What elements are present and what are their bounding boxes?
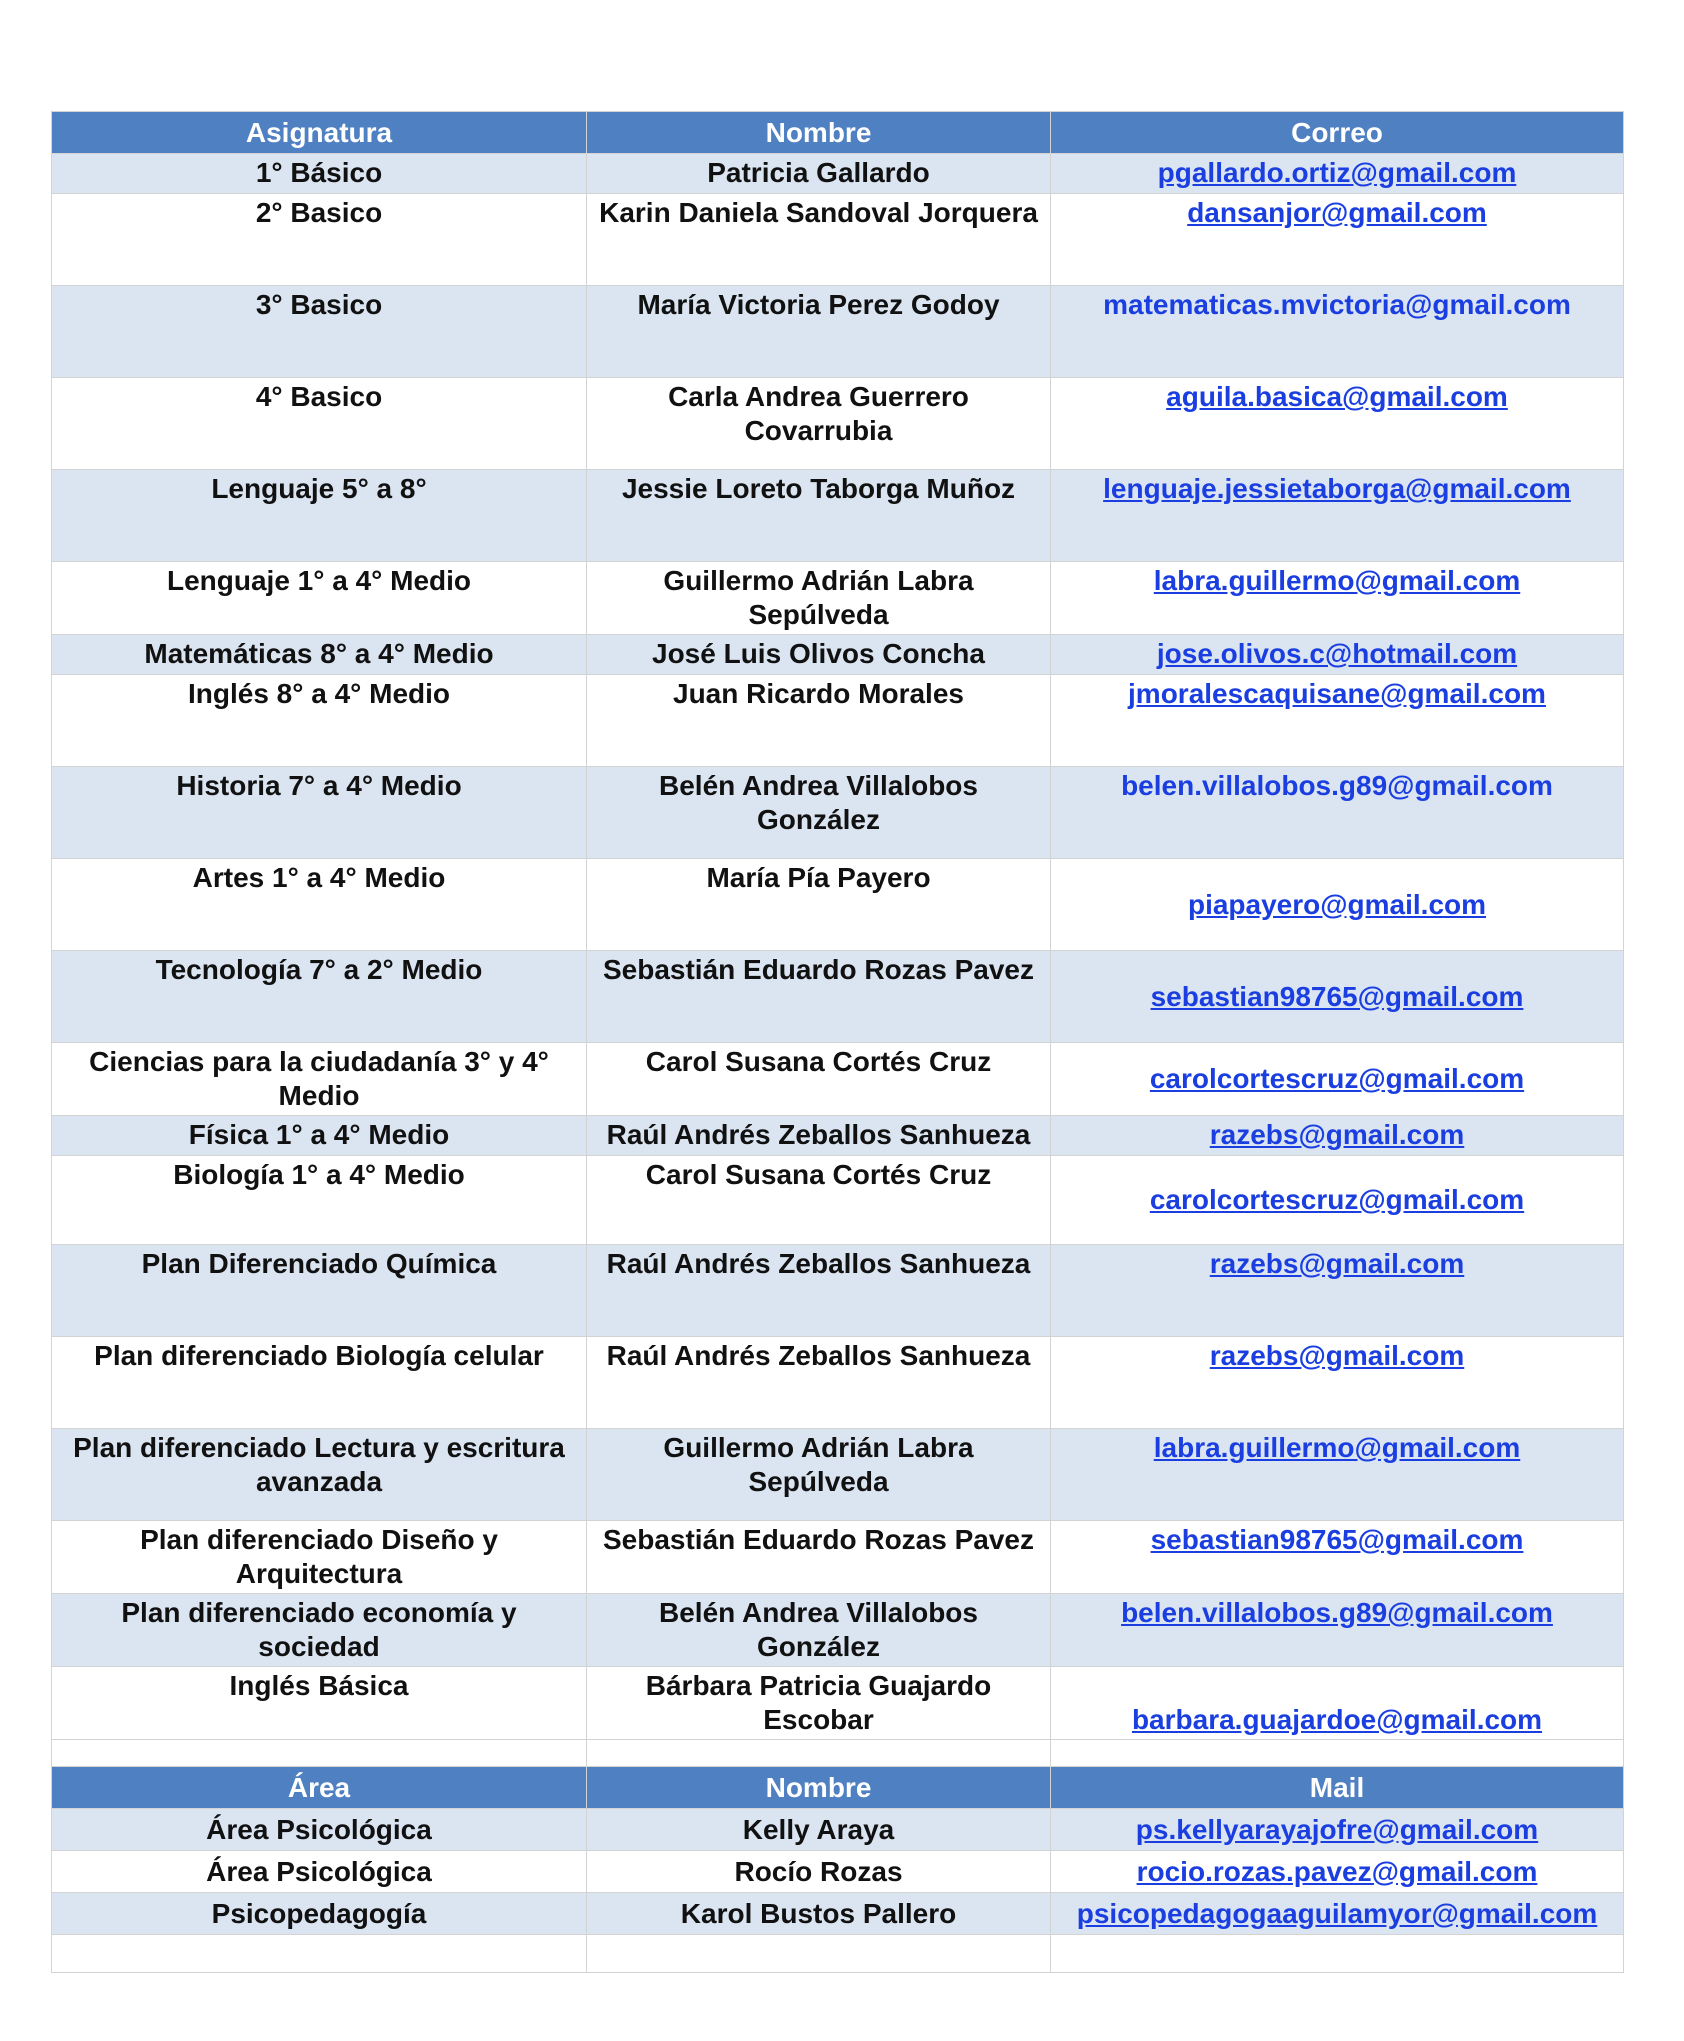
- area-cell: Psicopedagogía: [52, 1893, 587, 1935]
- name-cell: Raúl Andrés Zeballos Sanhueza: [587, 1245, 1051, 1337]
- name-cell: Carol Susana Cortés Cruz: [587, 1156, 1051, 1245]
- subject-cell: Inglés Básica: [52, 1667, 587, 1740]
- col-header-correo: Correo: [1051, 112, 1624, 154]
- subject-cell: Ciencias para la ciudadanía 3° y 4° Medio: [52, 1043, 587, 1116]
- name-cell: Karin Daniela Sandoval Jorquera: [587, 194, 1051, 286]
- name-cell: Jessie Loreto Taborga Muñoz: [587, 470, 1051, 562]
- name-cell: Sebastián Eduardo Rozas Pavez: [587, 1521, 1051, 1594]
- table-row: [52, 1245, 1624, 1337]
- email-link[interactable]: barbara.guajardoe@gmail.com: [1051, 1667, 1624, 1740]
- name-cell: José Luis Olivos Concha: [587, 635, 1051, 675]
- email-link[interactable]: belen.villalobos.g89@gmail.com: [1051, 1594, 1624, 1667]
- table-row: [52, 1521, 1624, 1594]
- table-row: [52, 1667, 1624, 1740]
- name-cell: Guillermo Adrián Labra Sepúlveda: [587, 562, 1051, 635]
- email-link[interactable]: razebs@gmail.com: [1051, 1337, 1624, 1429]
- header-row: [52, 1767, 1624, 1809]
- email-link[interactable]: labra.guillermo@gmail.com: [1051, 562, 1624, 635]
- email-link[interactable]: razebs@gmail.com: [1051, 1245, 1624, 1337]
- email-link[interactable]: psicopedagogaaguilamyor@gmail.com: [1051, 1893, 1624, 1935]
- teachers-table: [51, 111, 1624, 1782]
- subject-cell: Inglés 8° a 4° Medio: [52, 675, 587, 767]
- email-link[interactable]: rocio.rozas.pavez@gmail.com: [1051, 1851, 1624, 1893]
- table-row: [52, 635, 1624, 675]
- email-link[interactable]: dansanjor@gmail.com: [1051, 194, 1624, 286]
- email-link[interactable]: carolcortescruz@gmail.com: [1051, 1156, 1624, 1245]
- area-cell: Área Psicológica: [52, 1851, 587, 1893]
- table-row: [52, 1116, 1624, 1156]
- table-row: [52, 1594, 1624, 1667]
- subject-cell: Matemáticas 8° a 4° Medio: [52, 635, 587, 675]
- table-row: [52, 1851, 1624, 1893]
- table-row: [52, 767, 1624, 859]
- subject-cell: Plan diferenciado Diseño y Arquitectura: [52, 1521, 587, 1594]
- email-link[interactable]: sebastian98765@gmail.com: [1051, 1521, 1624, 1594]
- subject-cell: 2° Basico: [52, 194, 587, 286]
- subject-cell: 4° Basico: [52, 378, 587, 470]
- table-row: [52, 1043, 1624, 1116]
- subject-cell: Biología 1° a 4° Medio: [52, 1156, 587, 1245]
- table-row: [52, 1429, 1624, 1521]
- subject-cell: Lenguaje 1° a 4° Medio: [52, 562, 587, 635]
- table-row: [52, 378, 1624, 470]
- name-cell: Carla Andrea Guerrero Covarrubia: [587, 378, 1051, 470]
- area-cell: Área Psicológica: [52, 1809, 587, 1851]
- email-link[interactable]: jmoralescaquisane@gmail.com: [1051, 675, 1624, 767]
- email-link[interactable]: matematicas.mvictoria@gmail.com: [1051, 286, 1624, 378]
- email-link[interactable]: lenguaje.jessietaborga@gmail.com: [1051, 470, 1624, 562]
- name-cell: Kelly Araya: [587, 1809, 1051, 1851]
- subject-cell: Artes 1° a 4° Medio: [52, 859, 587, 951]
- table-row: [52, 859, 1624, 951]
- email-link[interactable]: razebs@gmail.com: [1051, 1116, 1624, 1156]
- col-header-nombre: Nombre: [587, 1767, 1051, 1809]
- email-link[interactable]: jose.olivos.c@hotmail.com: [1051, 635, 1624, 675]
- name-cell: Bárbara Patricia Guajardo Escobar: [587, 1667, 1051, 1740]
- name-cell: Raúl Andrés Zeballos Sanhueza: [587, 1337, 1051, 1429]
- subject-cell: 3° Basico: [52, 286, 587, 378]
- col-header-nombre: Nombre: [587, 112, 1051, 154]
- name-cell: Sebastián Eduardo Rozas Pavez: [587, 951, 1051, 1043]
- email-link[interactable]: piapayero@gmail.com: [1051, 859, 1624, 951]
- subject-cell: Tecnología 7° a 2° Medio: [52, 951, 587, 1043]
- subject-cell: Plan diferenciado Lectura y escritura avanzada: [52, 1429, 587, 1521]
- subject-cell: Plan Diferenciado Química: [52, 1245, 587, 1337]
- email-link[interactable]: sebastian98765@gmail.com: [1051, 951, 1624, 1043]
- name-cell: Patricia Gallardo: [587, 154, 1051, 194]
- table-row: [52, 1337, 1624, 1429]
- table-row: [52, 470, 1624, 562]
- email-link[interactable]: carolcortescruz@gmail.com: [1051, 1043, 1624, 1116]
- name-cell: Juan Ricardo Morales: [587, 675, 1051, 767]
- name-cell: Guillermo Adrián Labra Sepúlveda: [587, 1429, 1051, 1521]
- email-link[interactable]: aguila.basica@gmail.com: [1051, 378, 1624, 470]
- name-cell: María Victoria Perez Godoy: [587, 286, 1051, 378]
- name-cell: Karol Bustos Pallero: [587, 1893, 1051, 1935]
- table-row: [52, 1893, 1624, 1935]
- table-row: [52, 675, 1624, 767]
- table-row: [52, 1156, 1624, 1245]
- subject-cell: Lenguaje 5° a 8°: [52, 470, 587, 562]
- subject-cell: Física 1° a 4° Medio: [52, 1116, 587, 1156]
- table-row: [52, 562, 1624, 635]
- name-cell: Raúl Andrés Zeballos Sanhueza: [587, 1116, 1051, 1156]
- support-staff-table: [51, 1766, 1624, 1973]
- subject-cell: Historia 7° a 4° Medio: [52, 767, 587, 859]
- col-header-mail: Mail: [1051, 1767, 1624, 1809]
- subject-cell: Plan diferenciado Biología celular: [52, 1337, 587, 1429]
- email-link[interactable]: ps.kellyarayajofre@gmail.com: [1051, 1809, 1624, 1851]
- subject-cell: Plan diferenciado economía y sociedad: [52, 1594, 587, 1667]
- subject-cell: 1° Básico: [52, 154, 587, 194]
- table-row: [52, 154, 1624, 194]
- email-link[interactable]: pgallardo.ortiz@gmail.com: [1051, 154, 1624, 194]
- header-row: [52, 112, 1624, 154]
- name-cell: Belén Andrea Villalobos González: [587, 767, 1051, 859]
- col-header-asignatura: Asignatura: [52, 112, 587, 154]
- table-row: [52, 1809, 1624, 1851]
- email-link[interactable]: labra.guillermo@gmail.com: [1051, 1429, 1624, 1521]
- table-row: [52, 286, 1624, 378]
- name-cell: Rocío Rozas: [587, 1851, 1051, 1893]
- name-cell: Carol Susana Cortés Cruz: [587, 1043, 1051, 1116]
- empty-row: [52, 1935, 1624, 1973]
- name-cell: María Pía Payero: [587, 859, 1051, 951]
- name-cell: Belén Andrea Villalobos González: [587, 1594, 1051, 1667]
- email-link[interactable]: belen.villalobos.g89@gmail.com: [1051, 767, 1624, 859]
- col-header-area: Área: [52, 1767, 587, 1809]
- table-row: [52, 194, 1624, 286]
- table-row: [52, 951, 1624, 1043]
